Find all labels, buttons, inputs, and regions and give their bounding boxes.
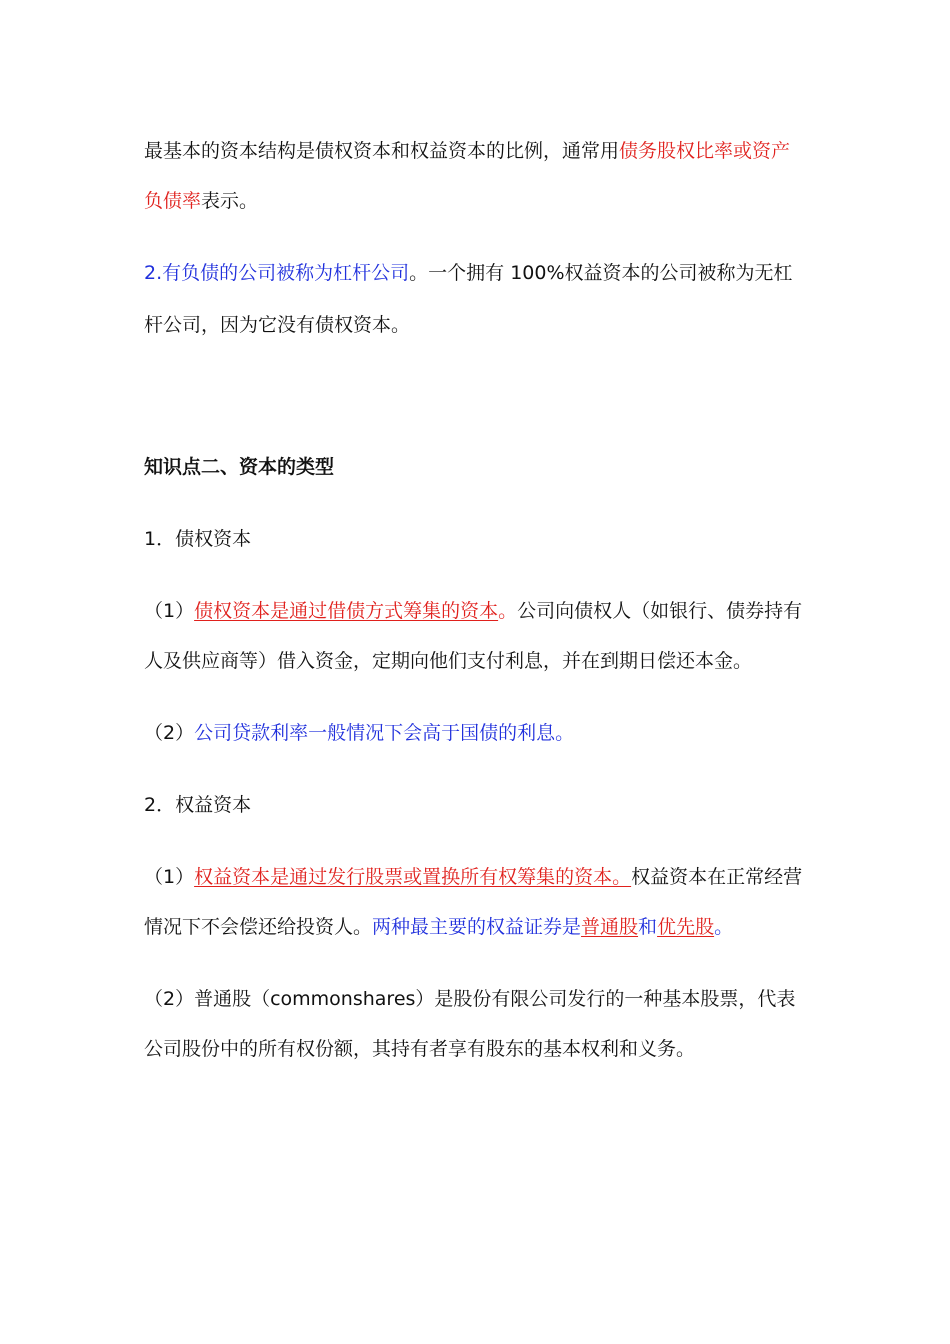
highlight-red-underlined: 优先股 bbox=[657, 916, 715, 938]
highlight-red-underlined: 债权资本是通过借债方式筹集的资本 bbox=[194, 600, 499, 622]
highlight-red-underlined: 普通股 bbox=[581, 916, 639, 938]
subsection-title: 2．权益资本 bbox=[144, 794, 252, 816]
text-span: 杆公司，因为它没有债权资本。 bbox=[144, 314, 411, 336]
text-span: （2） bbox=[144, 722, 195, 744]
text-span: 人及供应商等）借入资金，定期向他们支付利息，并在到期日偿还本金。 bbox=[144, 650, 753, 672]
text-span: 最基本的资本结构是债权资本和权益资本的比例，通常用 bbox=[144, 140, 620, 162]
text-line bbox=[144, 260, 793, 286]
text-line bbox=[144, 312, 410, 338]
highlight-red: 债务股权比率或资产 bbox=[619, 140, 791, 162]
subsection-title: 1．债权资本 bbox=[144, 528, 252, 550]
text-line bbox=[144, 598, 802, 624]
text-span: 。一个拥有 100%权益资本的公司被称为无杠 bbox=[409, 262, 793, 284]
text-line bbox=[144, 138, 790, 164]
highlight-blue: 公司贷款利率一般情况下会高于国债的利息。 bbox=[194, 722, 575, 744]
heading-text: 知识点二、资本的类型 bbox=[144, 456, 335, 478]
text-span: （1） bbox=[144, 600, 195, 622]
highlight-blue: 2. bbox=[144, 262, 163, 284]
text-line bbox=[144, 648, 752, 674]
text-line bbox=[144, 986, 795, 1012]
text-line bbox=[144, 864, 802, 890]
text-span: 公司向债权人（如银行、债券持有 bbox=[517, 600, 803, 622]
text-span: （1） bbox=[144, 866, 195, 888]
text-span: （2）普通股（commonshares）是股份有限公司发行的一种基本股票，代表 bbox=[144, 988, 796, 1010]
highlight-blue: 和 bbox=[638, 916, 658, 938]
highlight-blue: 。 bbox=[714, 916, 734, 938]
text-line bbox=[144, 188, 258, 214]
text-span: 权益资本在正常经营 bbox=[631, 866, 803, 888]
highlight-red-underlined: 权益资本是通过发行股票或置换所有权筹集的资本。 bbox=[194, 866, 632, 888]
highlight-red: 负债率 bbox=[144, 190, 202, 212]
highlight-blue: 有负债的公司被称为杠杆公司 bbox=[162, 262, 410, 284]
text-span: 公司股份中的所有权份额，其持有者享有股东的基本权利和义务。 bbox=[144, 1038, 696, 1060]
highlight-blue: 两种最主要的权益证券是 bbox=[372, 916, 582, 938]
highlight-red: 。 bbox=[498, 600, 518, 622]
text-line bbox=[144, 720, 574, 746]
text-span: 表示。 bbox=[201, 190, 259, 212]
text-span: 情况下不会偿还给投资人。 bbox=[144, 916, 373, 938]
text-line bbox=[144, 914, 733, 940]
text-line bbox=[144, 1036, 695, 1062]
